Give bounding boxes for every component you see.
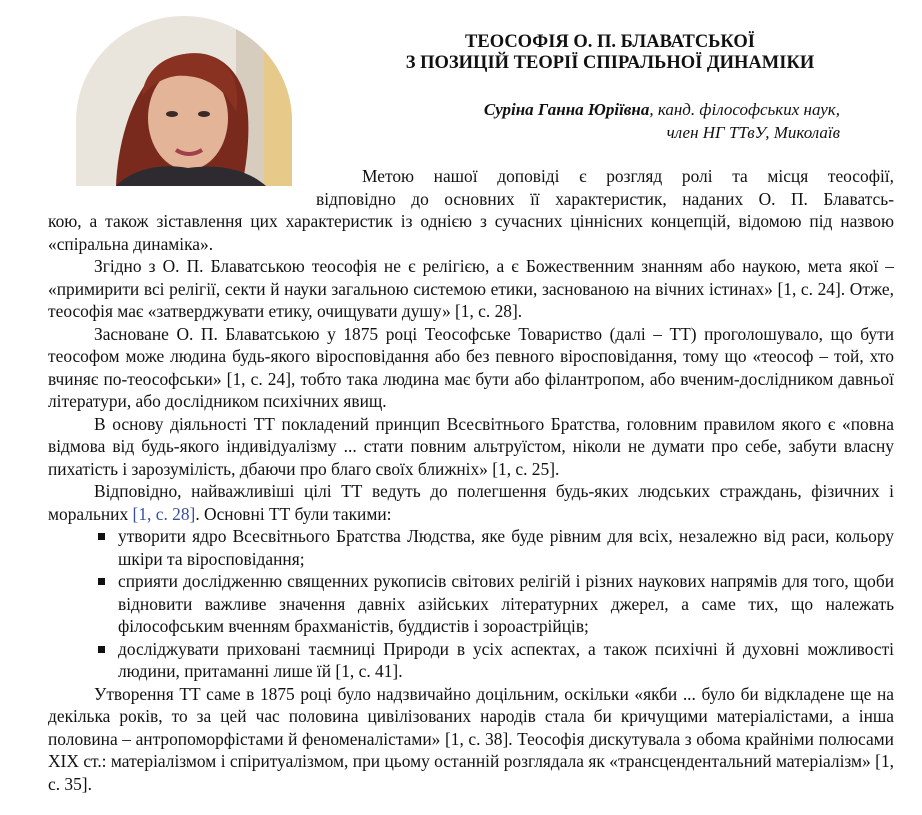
bullet-square-icon: [98, 646, 105, 653]
bullet-square-icon: [98, 533, 105, 540]
title-line-1: ТЕОСОФІЯ О. П. БЛАВАТСЬКОЇ: [465, 32, 755, 52]
paragraph-5-text-b: . Основні ТТ були такими:: [195, 503, 392, 524]
paragraph-2: Згідно з О. П. Блаватською теософія не є релігією, а є Божественним знанням або наукою, мета якої – «примирити всі релігії, секти й науки загальною системою етики, заснованою на вічних істинах» [1, с. 24]. Отже, теософія має «затверджувати етику, очищувати душу» [1, с. 28].: [48, 256, 894, 321]
goal-text: утворити ядро Всесвітнього Братства Людства, яке буде рівним для всіх, незалежно від раси, кольору шкіри та віросповідання;: [118, 526, 894, 569]
paragraph-4: В основу діяльності ТТ покладений принцип Всесвітнього Братства, головним правилом якого є «повна відмова від будь-якого індивідуалізму ... стати повним альтруїстом, ніколи не думати про себе, забути власну пихатість і зарозумілість, дбаючи про благо своїх ближніх» [1, с. 25].: [48, 413, 894, 479]
author-block: [340, 98, 840, 144]
author-name: Суріна Ганна Юріївна: [483, 100, 650, 119]
goal-item: [48, 525, 894, 570]
paragraph-5-text-a: Відповідно, найважливіші цілі ТТ ведуть до полегшення будь-яких людських страждань, фізичних і моральних: [48, 481, 894, 524]
intro-line-2: відповідно до основних її характеристик, наданих О. П. Блаватсь-: [316, 188, 894, 209]
goals-list: [48, 525, 894, 683]
goal-text: сприяти дослідженню священних рукописів світових релігій і різних наукових напрямів для того, щоби відновити важливе значення давніх азійських літературних джерел, а саме тих, що належать філософським вченням брахманістів, буддистів і зороастрійців;: [118, 571, 894, 636]
bullet-square-icon: [98, 578, 105, 585]
paragraph-3: Засноване О. П. Блаватською у 1875 році Теософське Товариство (далі – ТТ) проголошувало, що бути теософом може людина будь-якого віросповідання або без певного віросповідання, тому що «теософ – той, хто вчиняє по-теософськи» [1, с. 24], тобто така людина має бути або філантропом, або вченим-дослідником давньої літератури, або дослідником психічних явищ.: [48, 323, 894, 411]
intro-rest: кою, а також зіставлення цих характеристик із однією з сучасних ціннісних концепцій, відомою під назвою «спіральна динаміка».: [48, 211, 894, 254]
goal-item: [48, 638, 894, 683]
paragraph-5-reference: [1, с. 28]: [132, 503, 196, 524]
article-body: [48, 165, 894, 795]
author-photo: [76, 16, 292, 186]
author-line-1: [340, 98, 840, 121]
author-degree: , канд. філософських наук,: [649, 100, 840, 119]
paragraph-intro: [48, 165, 894, 255]
title-line-2: З ПОЗИЦІЙ ТЕОРІЇ СПІРАЛЬНОЇ ДИНАМІКИ: [405, 53, 815, 73]
goal-text: досліджувати приховані таємниці Природи в усіх аспектах, а також психічні й духовні можливості людини, притаманні лише їй [1, с. 41].: [118, 638, 894, 681]
intro-line-1: Метою нашої доповіді є розгляд ролі та місця теософії,: [362, 166, 894, 186]
author-affiliation: член НГ ТТвУ, Миколаїв: [666, 123, 840, 142]
paper-title: [300, 32, 920, 74]
goal-item: [48, 570, 894, 638]
paragraph-5: [48, 480, 894, 525]
paragraph-6: Утворення ТТ саме в 1875 році було надзвичайно доцільним, оскільки «якби ... було би відкладене ще на декілька років, то за цей час половина цивілізованих народів стала би кричущими матеріалістами, а інша половина – антропоморфістами й феноменалістами» [1, с. 38]. Теософія дискутувала з обома крайніми полюсами XIX ст.: матеріалізмом і спіритуалізмом, при цьому останній розглядала як «трансцендентальний матеріалізм» [1, с. 35].: [48, 683, 894, 794]
